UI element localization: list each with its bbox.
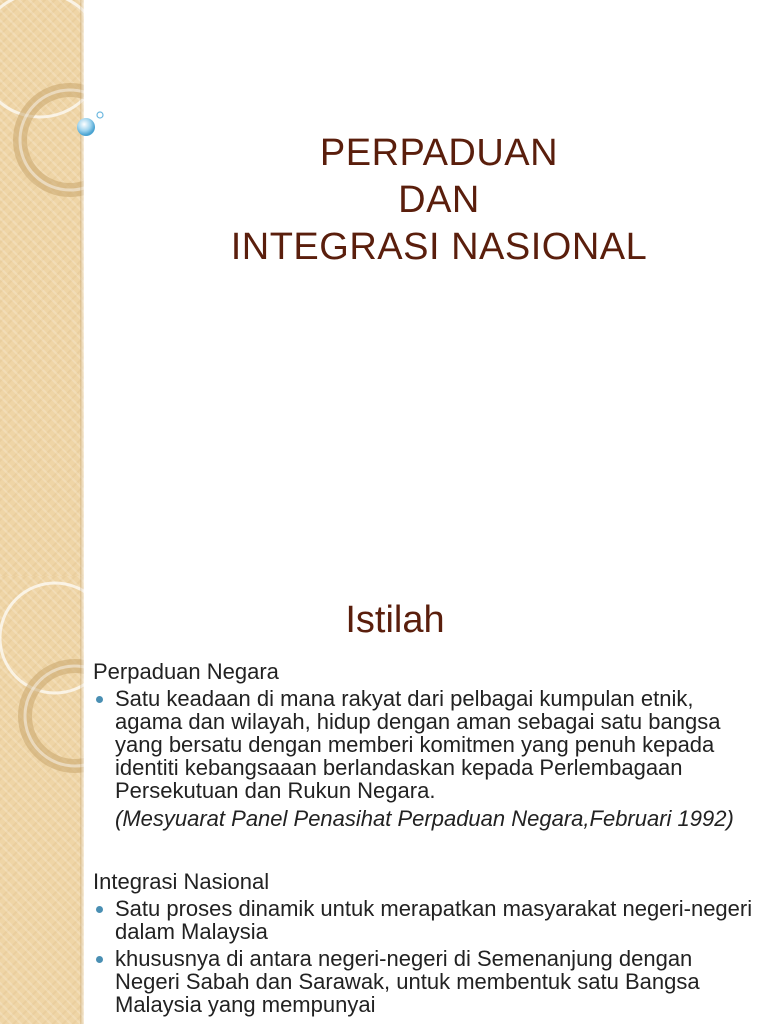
bullet-text: Satu keadaan di mana rakyat dari pelbagai kumpulan etnik, agama dan wilayah, hidup dengan aman sebagai satu bangsa yang bersatu dengan memberi komitmen yang penuh kepada identiti kebangsaaan berlandaskan kepada Perlembagaan Persekutuan dan Rukun Negara. (115, 686, 721, 803)
bubble-dots-graphic (70, 105, 110, 145)
title-line-3: INTEGRASI NASIONAL (230, 226, 648, 268)
bullet-dot-icon (96, 696, 103, 703)
bullet-list (93, 897, 753, 1016)
subheading-perpaduan-negara: Perpaduan Negara (93, 659, 279, 684)
subheading-integrasi-nasional: Integrasi Nasional (93, 869, 270, 894)
content-slide (0, 576, 768, 1024)
bullet-list (93, 687, 753, 802)
bullet-dot-icon (96, 956, 103, 963)
bullet-text: Satu proses dinamik untuk merapatkan masyarakat negeri-negeri dalam Malaysia (115, 896, 753, 944)
slide-heading: Istilah (345, 599, 445, 641)
slide-title (110, 130, 768, 271)
decorative-side-strip (0, 576, 84, 1024)
slide-body (93, 660, 753, 1016)
list-item (93, 897, 753, 943)
bullet-text: khususnya di antara negeri-negeri di Semenanjung dengan Negeri Sabah dan Sarawak, untuk membentuk satu Bangsa Malaysia yang mempunyai (115, 946, 700, 1017)
bullet-dot-icon (96, 906, 103, 913)
title-line-2: DAN (398, 179, 480, 221)
decorative-circles-graphic (0, 576, 84, 1024)
title-line-1: PERPADUAN (319, 132, 559, 174)
list-item (93, 687, 753, 802)
decorative-circles-graphic (0, 0, 84, 576)
list-item (93, 947, 753, 1016)
decorative-side-strip (0, 0, 84, 576)
citation: (Mesyuarat Panel Penasihat Perpaduan Negara,Februari 1992) (115, 806, 734, 831)
